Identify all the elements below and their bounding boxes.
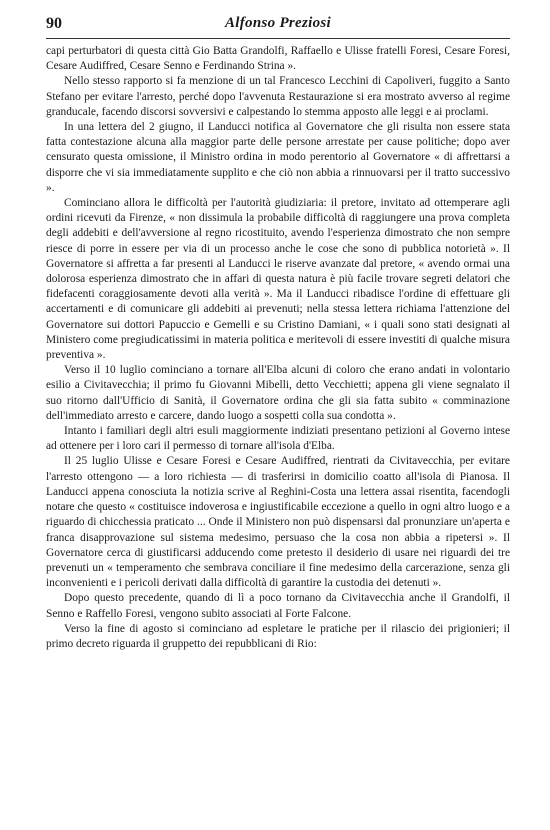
paragraph: Nello stesso rapporto si fa menzione di un tal Francesco Lecchini di Capoliveri, fuggito a Santo Stefano per evitare l'arresto, perché dopo l'avvenuta Restaurazione si era mostrato avverso al regime granducale, facendo discorsi sovversivi e calpestando lo stemma apposto alle leggi e ai proclami. xyxy=(46,75,510,118)
paragraph: capi perturbatori di questa città Gio Batta Grandolfi, Raffaello e Ulisse fratelli Foresi, Cesare Foresi, Cesare Audiffred, Cesare Senno e Ferdinando Strina ». xyxy=(46,45,510,73)
page-number: 90 xyxy=(46,15,62,32)
header-rule xyxy=(46,38,510,39)
paragraph: In una lettera del 2 giugno, il Landucci notifica al Governatore che gli risulta non essere stata fatta contestazione alcuna alla maggior parte delle persone arrestate per cause politiche; dopo aver censurato questa omissione, il Ministro ordina in modo perentorio al Governatore « di affrettarsi a disporre che vi sia immediatamente supplito e che ciò non abbia a rinnuovarsi per il tratto successivo ». xyxy=(46,121,510,194)
body-text xyxy=(46,44,510,652)
paragraph: Dopo questo precedente, quando di lì a poco tornano da Civitavecchia anche il Grandolfi, il Senno e Raffello Foresi, vengono subito associati al Forte Falcone. xyxy=(46,592,510,620)
paragraph: Verso la fine di agosto si cominciano ad espletare le pratiche per il rilascio dei prigionieri; il primo decreto riguarda il gruppetto dei repubblicani di Rio: xyxy=(46,622,510,650)
paragraph: Il 25 luglio Ulisse e Cesare Foresi e Cesare Audiffred, rientrati da Civitavecchia, per evitare l'arresto ottengono — a loro richiesta — di trasferirsi in domicilio coatto all'isola di Pianosa. Il Landucci appena conosciuta la notizia scrive al Reghini-Costa una lettera assai risentita, facendogli notare che questo « costituisce indoverosa e ingiustificabile eccezione a quello in ogni altro luogo e a riguardo di chicchessia praticato ... Onde il Ministero non può dispensarsi dal pronunziare un'aperta e franca disapprovazione sul sistema medesimo, persuaso che la cosa non abbia a ripetersi ». Il Governatore cerca di giustificarsi adducendo come pretesto il desiderio di usare nei riguardi dei tre prevenuti un « temperamento che sembrava conciliare il fine medesimo della carcerazione, senza gli inconvenienti e i pericoli derivati dalla difficoltà di garantire la custodia dei detenuti ». xyxy=(46,455,510,590)
page-header xyxy=(46,15,510,35)
paragraph: Cominciano allora le difficoltà per l'autorità giudiziaria: il pretore, invitato ad ottemperare agli ordini ricevuti da Firenze, « non dissimula la probabile difficoltà di raggiungere una prova completa degli addebiti e dell'avversione al regno ricostituito, avendo l'esperienza dimostrato che non sempre riesce di porre in essere per via di un processo anche le cose che sono di pubblica notorietà ». Il Governatore si affretta a far presenti al Landucci le riserve avanzate dal pretore, « avendo ormai una dolorosa esperienza dimostrato che in affari di questa natura è più facile trovare segreti delatori che fidefacenti coraggiosamente devoti alla verità ». Ma il Landucci ribadisce l'ordine di effettuare gli accertamenti e di comunicare gli addebiti ai prevenuti; nella stessa lettera richiama l'attenzione del Governatore sui dottori Papuccio e Gemelli e su Cristino Damiani, « i quali sono stati designati al Ministero come pregiudicatissimi in materia politica e meritevoli di essere investiti di qualche misura preventiva ». xyxy=(46,197,510,362)
running-title: Alfonso Preziosi xyxy=(224,15,332,31)
paragraph: Verso il 10 luglio cominciano a tornare all'Elba alcuni di coloro che erano andati in volontario esilio a Civitavecchia; il primo fu Giovanni Mibelli, detto Vecchietti; appena gli viene segnalato il suo ritorno dall'Ufficio di Sanità, il Governatore ordina che gli sia fatta subito « comminazione dell'immediato arresto e carcere, dando luogo a sospetti colla sua condotta ». xyxy=(46,364,510,422)
paragraph: Intanto i familiari degli altri esuli maggiormente indiziati presentano petizioni al Governo intese ad ottenere per i loro cari il permesso di tornare all'isola d'Elba. xyxy=(46,425,510,453)
